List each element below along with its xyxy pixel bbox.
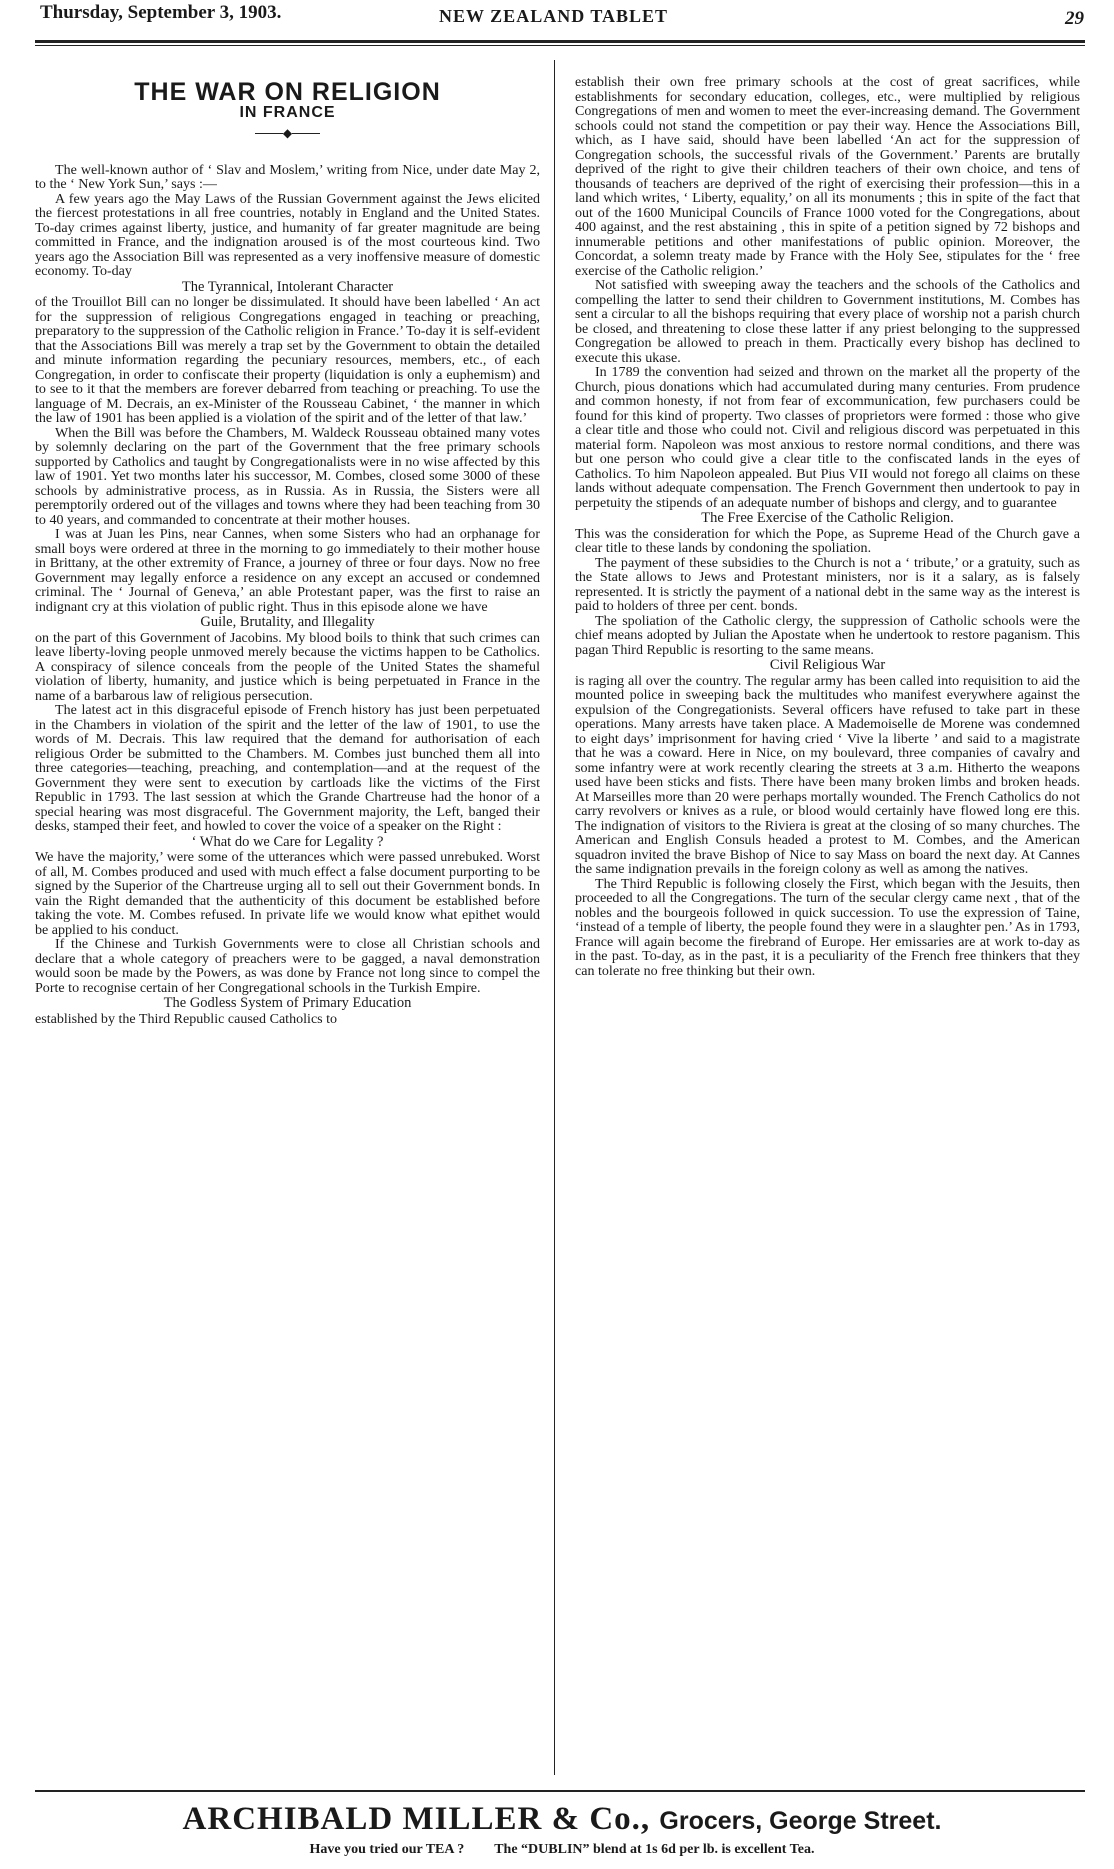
section-subheading: Civil Religious War <box>769 657 886 673</box>
masthead <box>40 0 1084 42</box>
right-column <box>575 75 1080 978</box>
paragraph: A few years ago the May Laws of the Russian Government against the Jews elicited the fiercest protestations in all free countries, notably in England and the United States. To-day crimes against liberty, justice, and humanity of far greater magnitude are being committed in France, and the indignation aroused is of the most courteous kind. Two years ago the Association Bill was represented as a very inoffensive measure of domestic economy. To-day <box>35 190 540 279</box>
footer-rule <box>35 1790 1085 1792</box>
paragraph: If the Chinese and Turkish Governments were to close all Christian schools and declare that a whole category of preachers were to be gagged, a naval demonstration would soon be made by the Powers, as was done by France not long since to compel the Porte to recognise certain of her Congregational schools in the Turkish Empire. <box>35 936 540 996</box>
paragraph: The Third Republic is following closely the First, which began with the Jesuits, then proceeded to all the Congregations. The turn of the secular clergy came next , that of the nobles and the bourgeois followed in quick succession. To use the expression of Taine, ‘instead of a temple of liberty, the people found they were in a slaughter pen.’ As in 1793, France will again become the firebrand of Europe. Her emissaries are at work to-day as in the past. To-day, as in the past, it is a peculiarity of the French free thinkers that they can tolerate no free thinking but their own. <box>575 875 1080 979</box>
publication-title: NEW ZEALAND TABLET <box>439 6 669 26</box>
section-subheading: The Tyrannical, Intolerant Character <box>181 278 394 295</box>
ad-slogan <box>40 1842 1084 1858</box>
issue-date: Thursday, September 3, 1903. <box>40 2 282 23</box>
ornament-rule-right <box>292 133 320 134</box>
advertisement <box>40 1800 1084 1858</box>
ad-slogan-detail: The “DUBLIN” blend at 1s 6d per lb. is excellent Tea. <box>494 1842 815 1857</box>
paragraph: establish their own free primary schools at the cost of great sacrifices, while establishments for secondary education, colleges, etc., were multiplied by religious Congregations of men and women to meet the ever-increasing demand. The Government schools could not stand the competition or pay their way. Hence the Associations Bill, which, as I have said, should have been labelled ‘An act for the suppression of Congregation schools, the successful rivals of the Government.’ Parents are brutally deprived of the right to give their children teachers of their own choice, and tens of thousands of teachers are deprived of the right of exercising their profession—this in a land which writes, ‘ Liberty, equality,’ on all its monuments ; this in spite of the fact that out of the 1600 Municipal Councils of France 1000 voted for the Congregations, about 400 against, and the rest abstaining , this in spite of a petition signed by 72 bishops and innumerable petitions and other manifestations of public opinion. Moreover, the Concordat, a solemn treaty made by France with the Holy See, stipulates for the ‘ free exercise of the Catholic religion.’ <box>575 74 1080 279</box>
paragraph: The spoliation of the Catholic clergy, the suppression of Catholic schools were the chief means adopted by Julian the Apostate when he undertook to restore paganism. This pagan Third Republic is resorting to the same means. <box>575 612 1080 658</box>
ad-slogan-question: Have you tried our TEA ? <box>309 1842 465 1857</box>
paragraph: of the Trouillot Bill can no longer be dissimulated. It should have been labelled ‘ An act for the suppression of religious Congregations engaged in teaching or preaching, preparatory to the suppression of the Catholic religion in France.’ To-day it is self-evident that the Associations Bill was merely a trap set by the Government to obtain the detailed and minute information regarding the pecuniary resources, members, etc., of each Congregation, in order to confiscate their property (liquidation is only a euphemism) and to see to it that the members are forever debarred from teaching or preaching. To use the language of M. Decrais, an ex-Minister of the Rousseau Cabinet, ‘ the manner in which the law of 1901 has been applied is a violation of the spirit and of the letter of that law.’ <box>35 294 540 426</box>
paragraph: The payment of these subsidies to the Church is not a ‘ tribute,’ or a gratuity, such as the State allows to Jews and Protestant ministers, nor is it a salary, as is falsely represented. It is strictly the payment of a national debt in the same way as the interest is paid to holders of three per cent. bonds. <box>575 554 1080 614</box>
paragraph: The well-known author of ‘ Slav and Moslem,’ writing from Nice, under date May 2, to the ‘ New York Sun,’ says :— <box>35 161 540 192</box>
paragraph: on the part of this Government of Jacobins. My blood boils to think that such crimes can leave liberty-loving people unmoved merely because the victims happen to be Catholics. A conspiracy of silence conceals from the people of the United States the shameful violation of liberty, humanity, and justice which is being perpetuated in France in the name of a barbarous law of religious persecution. <box>35 629 540 704</box>
left-column <box>35 78 540 1026</box>
ad-headline <box>40 1800 1084 1840</box>
ad-business: Grocers, George Street. <box>659 1807 942 1835</box>
page-number: 29 <box>1065 8 1084 29</box>
paragraph: I was at Juan les Pins, near Cannes, when some Sisters who had an orphanage for small boys were ordered at three in the morning to go immediately to their mother house in Brittany, at the other extremity of France, a journey of three or four days. Now no free Government may legally enforce a residence on any except an accused or condemned criminal. The ‘ Journal of Geneva,’ an able Protestant paper, was the first to raise an indignant cry at this violation of public right. Thus in this episode alone we have <box>35 526 540 615</box>
paragraph: Not satisfied with sweeping away the teachers and the schools of the Catholics and compelling the latter to send their children to Government institutions, M. Combes has sent a circular to all the bishops requiring that every place of worship not a parish church be closed, and threatening to close these latter if any priest belonging to the suppressed Congregation be allowed to preach in them. Practically every bishop has declined to execute this ukase. <box>575 277 1080 366</box>
column-divider <box>554 60 555 1775</box>
paragraph: established by the Third Republic caused Catholics to <box>35 1010 338 1027</box>
section-subheading: ‘ What do we Care for Legality ? <box>191 833 384 850</box>
paragraph: This was the consideration for which the Pope, as Supreme Head of the Church gave a clear title to these lands by condoning the spoliation. <box>575 525 1080 556</box>
article-title: THE WAR ON RELIGION <box>134 78 441 106</box>
ornament-rule-left <box>255 133 283 134</box>
diamond-icon: ◆ <box>282 125 293 140</box>
paragraph: The latest act in this disgraceful episode of French history has just been perpetuated in the Chambers in violation of the spirit and the letter of the law of 1901, to use the words of M. Decrais. This law required that the demand for authorisation of each religious Order be submitted to the Chambers. M. Combes just bunched them all into three categories—teaching, preaching, and contemplation—and at the request of the Government they were sent to execution by cartloads like the victims of the First Republic in 1793. The last session at which the Grande Chartreuse had the honor of a special hearing was most disgraceful. The Government majority, the Left, banged their desks, stamped their feet, and howled to cover the voice of a speaker on the Right : <box>35 702 540 834</box>
paragraph: is raging all over the country. The regular army has been called into requisition to aid the mounted police in sweeping back the multitudes who manifest everywhere against the expulsion of the Congregationists. Several officers have refused to take part in these operations. Many arrests have taken place. A Mademoiselle de Morene was condemned to eight days’ imprisonment for having cried ‘ Vive la liberte ’ and said to a magistrate that he was a coward. Here in Nice, on my boulevard, three companies of cavalry and some infantry were at work recently clearing the streets at 3 a.m. Hitherto the weapons used have been sticks and fists. There have been many broken limbs and broken heads. At Marseilles more than 20 were perhaps mortally wounded. The French Catholics do not carry revolvers or knives as a rule, or blood would certainly have flowed long ere this. The indignation of visitors to the Riviera is great at the closing of so many churches. The American and English Consuls headed a protest to M. Combes, and the American squadron invited the brave Bishop of Nice to say Mass on board the next day. At Cannes the same indignation prevails in the foreign colony as well as among the natives. <box>575 672 1080 877</box>
paragraph: We have the majority,’ were some of the utterances which were passed unrebuked. Worst of all, M. Combes produced and used with much effect a false document purporting to be signed by the Superior of the Chartreuse urging all to sell out their Government bonds. In vain the Right demanded that the authenticity of this document be established before taking the vote. M. Combes refused. In private life we would know what epithet would be applied to his conduct. <box>35 849 540 938</box>
masthead-rule <box>35 40 1085 43</box>
section-subheading: Guile, Brutality, and Illegality <box>200 614 375 630</box>
section-subheading: The Godless System of Primary Education <box>163 995 412 1011</box>
paragraph: When the Bill was before the Chambers, M. Waldeck Rousseau obtained many votes by solemnly declaring on the part of the Government that the free primary schools supported by Catholics and taught by Congregationalists were in no wise affected by this law of 1901. Yet two months later his successor, M. Combes, closed some 3000 of these schools by administrative process, as in Russia. As in Russia, the Sisters were all peremptorily ordered out of the villages and towns where they had been teaching from 30 to 40 years, and commanded to concentrate at their mother houses. <box>35 424 540 528</box>
masthead-rule-thin <box>35 45 1085 46</box>
section-subheading: The Free Exercise of the Catholic Religion. <box>701 510 954 526</box>
right-column-body <box>575 75 1080 978</box>
article-subtitle: IN FRANCE <box>239 104 336 121</box>
title-ornament <box>35 127 540 139</box>
left-column-body <box>35 163 540 1027</box>
ad-company: ARCHIBALD MILLER & Co., <box>182 1801 651 1837</box>
paragraph: In 1789 the convention had seized and thrown on the market all the property of the Church, pious donations which had accumulated during many centuries. From prudence and common honesty, if not from fear of excommunication, few purchasers could be found for this kind of property. Two classes of proprietors were formed : those who give a clear title and those who could not. Civil and religious discord was perpetuated in this material form. Napoleon was most anxious to restore normal conditions, and there was but one person who could give a clear title to the confiscated lands in the eyes of Catholics. To him Napoleon appealed. But Pius VII would not forego all claims on these lands without adequate compensation. The French Government then undertook to pay in perpetuity the stipends of an adequate number of bishops and clergy, and to guarantee <box>575 364 1080 511</box>
